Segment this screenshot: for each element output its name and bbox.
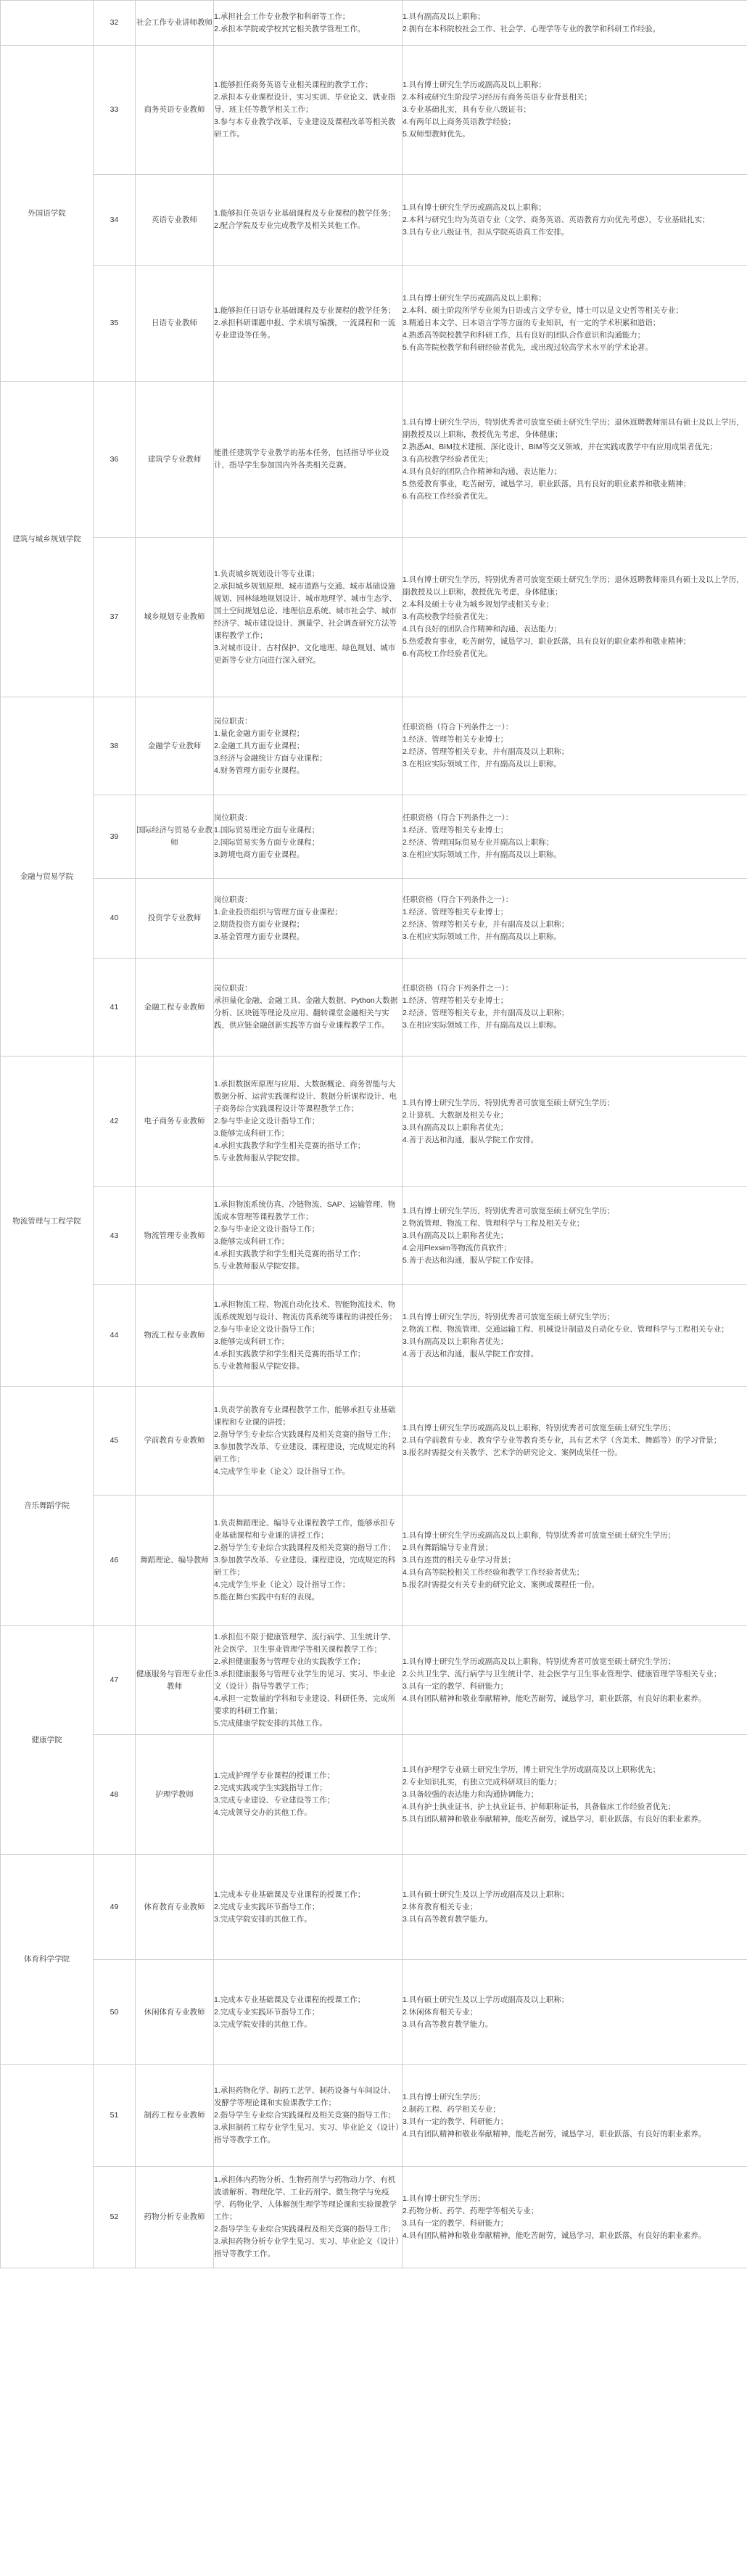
duty-line: 2.指导学生专业综合实践课程及相关竞赛的指导工作； bbox=[214, 2225, 396, 2234]
requirement-line: 3.有高校教学经验者优先； bbox=[403, 454, 493, 464]
college-cell bbox=[1, 1, 94, 46]
duties-cell bbox=[214, 697, 403, 795]
requirement-line: 1.具有博士研究生学历或副高及以上职称； bbox=[403, 202, 546, 212]
position-number: 36 bbox=[94, 382, 136, 538]
table-row bbox=[1, 538, 747, 697]
duty-line: 1.能够担任日语专业基础课程及专业课程的教学任务； bbox=[214, 306, 396, 315]
requirement-line: 4.熟悉高等院校教学和科研工作，具有良好的团队合作意识和沟通能力； bbox=[403, 331, 645, 340]
duties-cell bbox=[214, 175, 403, 266]
requirement-line: 5.热爱教育事业，吃苦耐劳，诚恳学习，职业跃落，具有良好的职业素养和敬业精神； bbox=[403, 637, 691, 646]
requirement-line: 2.制药工程、药学相关专业； bbox=[403, 2104, 500, 2114]
position-number: 40 bbox=[94, 879, 136, 959]
requirement-line: 4.具有高等院校相关工作经验和教学工作经验者优先； bbox=[403, 1568, 585, 1577]
duty-line: 3.能够完成科研工作； bbox=[214, 1337, 289, 1346]
table-row bbox=[1, 795, 747, 879]
requirement-line: 3.专业基础扎实，具有专业八级证书； bbox=[403, 105, 531, 114]
duties-cell bbox=[214, 959, 403, 1057]
requirement-line: 5.报名时需提交有关专业的研究论文、案例或课程任一份。 bbox=[403, 1580, 600, 1589]
duty-line: 5.专业教师服从学院安排。 bbox=[214, 1154, 305, 1162]
requirement-line: 2.本科或研究生阶段学习经历有商务英语专业背景相关； bbox=[403, 93, 592, 102]
duty-line: 4.承担实践教学和学生相关竞赛的指导工作； bbox=[214, 1141, 366, 1150]
duty-line: 3.完成学院安排的其他工作。 bbox=[214, 1914, 312, 1924]
duty-line: 1.承担但不限于健康管理学、流行病学、卫生统计学、社会医学、卫生事业管理学等相关课程教学工作； bbox=[214, 1632, 396, 1654]
requirements-cell bbox=[403, 1387, 747, 1496]
position-number: 48 bbox=[94, 1735, 136, 1855]
position-number: 35 bbox=[94, 266, 136, 382]
college-cell: 外国语学院 bbox=[1, 46, 94, 382]
requirement-line: 2.经济、管理等相关专业，并有副高及以上职称； bbox=[403, 1009, 569, 1017]
duties-cell bbox=[214, 1626, 403, 1735]
duties-cell bbox=[214, 1057, 403, 1187]
duty-line: 2.完成专业实践环节指导工作； bbox=[214, 2007, 320, 2017]
duty-line: 2.承担城乡规划原理、城市道路与交通、城市基础设施规划、园林绿地规划设计、城市地理学、城市生态学、国土空间规划总论、地理信息系统、城市社会学、城市经济学、城市建设设计、测量学、社会调查研究方法等课程教学工作； bbox=[214, 581, 397, 640]
duty-line: 2.承担本学院或学校其它相关教学管理工作。 bbox=[214, 24, 366, 33]
position-title: 英语专业教师 bbox=[136, 175, 214, 266]
table-row bbox=[1, 382, 747, 538]
duty-line: 5.完成健康学院安排的其他工作。 bbox=[214, 1718, 327, 1728]
requirement-line: 2.体育教育相关专业； bbox=[403, 1902, 478, 1911]
requirement-line: 1.经济、管理等相关专业博士； bbox=[403, 907, 508, 916]
requirement-line: 1.具有副高及以上职称； bbox=[403, 12, 485, 21]
duty-line: 3.基金管理方面专业课程。 bbox=[214, 932, 305, 941]
requirements-cell bbox=[403, 1626, 747, 1735]
duty-line: 岗位职责： bbox=[214, 716, 252, 726]
requirement-line: 6.有高校工作经验者优先。 bbox=[403, 649, 493, 658]
requirement-line: 5.善于表达和沟通，服从学院工作安排。 bbox=[403, 1255, 539, 1265]
position-title: 社会工作专业讲师教师 bbox=[136, 1, 214, 46]
duty-line: 3.完成学院安排的其他工作。 bbox=[214, 2019, 312, 2029]
requirement-line: 1.具有博士研究生学历，特别优秀者可放宽至硕士研究生学历；退休返聘教师需具有硕士及以上学历，副教授及以上职称，教授优先考虑，身体健康； bbox=[403, 575, 744, 596]
duties-cell bbox=[214, 1960, 403, 2065]
duties-cell bbox=[214, 1285, 403, 1387]
duties-cell bbox=[214, 46, 403, 175]
duty-line: 2.国际贸易实务方面专业课程； bbox=[214, 838, 320, 847]
position-title: 健康服务与管理专业任教师 bbox=[136, 1626, 214, 1735]
duties-cell bbox=[214, 266, 403, 382]
duty-line: 1.企业投资组织与管理方面专业课程； bbox=[214, 907, 342, 916]
requirement-line: 1.具有博士研究生学历； bbox=[403, 2194, 485, 2203]
position-number: 52 bbox=[94, 2167, 136, 2268]
duty-line: 2.金融工具方面专业课程； bbox=[214, 741, 305, 750]
requirements-cell bbox=[403, 382, 747, 538]
requirement-line: 1.具有博士研究生学历或副高及以上职称，特别优秀者可放宽至硕士研究生学历； bbox=[403, 1657, 676, 1666]
position-number: 37 bbox=[94, 538, 136, 697]
position-title: 城乡规划专业教师 bbox=[136, 538, 214, 697]
requirements-cell bbox=[403, 1960, 747, 2065]
position-title: 护理学教师 bbox=[136, 1735, 214, 1855]
duty-line: 2.承担科研课题申报、学术填写编撰，一流课程和一流专业建设等任务。 bbox=[214, 319, 396, 340]
requirement-line: 5.具有团队精神和敬业奉献精神，能吃苦耐劳，诚恳学习，职业跃落，有良好的职业素养。 bbox=[403, 1814, 706, 1824]
duty-line: 2.指导学生专业综合实践课程及相关竞赛的指导工作； bbox=[214, 2111, 396, 2120]
duties-cell bbox=[214, 1496, 403, 1626]
table-row bbox=[1, 266, 747, 382]
duty-line: 5.专业教师服从学院安排。 bbox=[214, 1361, 305, 1371]
position-title: 金融工程专业教师 bbox=[136, 959, 214, 1057]
requirements-cell bbox=[403, 1, 747, 46]
requirement-line: 1.具有博士研究生学历或副高及以上职称； bbox=[403, 294, 546, 303]
position-number: 34 bbox=[94, 175, 136, 266]
requirements-cell bbox=[403, 1855, 747, 1960]
duty-line: 4.承担实践教学和学生相关竞赛的指导工作； bbox=[214, 1250, 366, 1258]
requirement-line: 2.经济、管理等相关专业，并有副高及以上职称； bbox=[403, 919, 569, 929]
college-cell: 物流管理与工程学院 bbox=[1, 1057, 94, 1387]
requirement-line: 任职资格（符合下列条件之一）： bbox=[403, 895, 513, 904]
table-row bbox=[1, 2065, 747, 2167]
requirement-line: 2.药物分析、药学、药理学等相关专业； bbox=[403, 2206, 539, 2215]
requirement-line: 2.专业知识扎实，有独立完成科研项目的能力； bbox=[403, 1777, 561, 1787]
duty-line: 2.承担健康服务与管理专业的实践教学工作； bbox=[214, 1657, 366, 1666]
requirement-line: 5.双师型教师优先。 bbox=[403, 130, 470, 139]
requirement-line: 3.精通日本文学、日本语言学等方面的专业知识，有一定的学术积累和造诣； bbox=[403, 319, 661, 327]
requirements-cell bbox=[403, 1496, 747, 1626]
position-number: 39 bbox=[94, 795, 136, 879]
requirement-line: 5.有高等院校教学和科研经验者优先，或出现过较高学术水平的学术论著。 bbox=[403, 343, 653, 352]
duty-line: 4.财务管理方面专业课程。 bbox=[214, 766, 305, 775]
requirement-line: 2.本科、硕士阶段所学专业须为日语或言文学专业，博士可以是文史哲等相关专业； bbox=[403, 306, 683, 315]
position-title: 物流管理专业教师 bbox=[136, 1187, 214, 1285]
requirement-line: 1.具有博士研究生学历，特别优秀者可放宽至硕士研究生学历； bbox=[403, 1206, 615, 1215]
table-row bbox=[1, 1387, 747, 1496]
position-title: 体育教育专业教师 bbox=[136, 1855, 214, 1960]
duty-line: 1.完成本专业基础课及专业课程的授课工作； bbox=[214, 1995, 366, 2004]
duty-line: 3.承担健康服务与管理专业学生的见习、实习、毕业论文（设计）指导等教学工作； bbox=[214, 1669, 396, 1691]
duty-line: 1.完成护理学专业课程的授课工作； bbox=[214, 1771, 335, 1780]
requirements-cell bbox=[403, 1285, 747, 1387]
requirement-line: 4.善于表达和沟通，服从学院工作安排。 bbox=[403, 1135, 539, 1144]
duty-line: 4.完成学生毕业（论文）设计指导工作； bbox=[214, 1580, 350, 1589]
requirement-line: 4.具有良好的团队合作精神和沟通、表达能力； bbox=[403, 467, 561, 476]
requirement-line: 4.具有团队精神和敬业奉献精神，能吃苦耐劳，诚恳学习，职业跃落，有良好的职业素养。 bbox=[403, 1694, 706, 1703]
duty-line: 3.承担制药工程专业学生见习、实习、毕业论文（设计）指导等教学工作。 bbox=[214, 2123, 400, 2144]
position-title: 金融学专业教师 bbox=[136, 697, 214, 795]
position-title: 投资学专业教师 bbox=[136, 879, 214, 959]
duty-line: 2.参与毕业论文设计指导工作； bbox=[214, 1225, 320, 1234]
duty-line: 3.能够完成科研工作； bbox=[214, 1129, 289, 1138]
requirement-line: 2.经济、管理国际贸易专业并副高以上职称； bbox=[403, 838, 554, 847]
duty-line: 岗位职责： bbox=[214, 813, 252, 822]
requirement-line: 6.有高校工作经验者优先。 bbox=[403, 491, 493, 501]
position-title: 学前教育专业教师 bbox=[136, 1387, 214, 1496]
requirement-line: 1.具有博士研究生学历，特别优秀者可放宽至硕士研究生学历； bbox=[403, 1312, 615, 1321]
duty-line: 1.承担药物化学、制药工艺学、制药设备与车间设计、发酵学等理论课和实验课教学工作； bbox=[214, 2086, 396, 2107]
position-title: 物流工程专业教师 bbox=[136, 1285, 214, 1387]
requirement-line: 5.热爱教育事业，吃苦耐劳，诚恳学习，职业跃落，具有良好的职业素养和敬业精神； bbox=[403, 479, 691, 488]
duty-line: 2.指导学生专业综合实践课程及相关竞赛的指导工作； bbox=[214, 1543, 396, 1552]
requirement-line: 1.具有护理学专业硕士研究生学历，博士研究生学历或副高及以上职称优先； bbox=[403, 1765, 661, 1774]
duty-line: 4.完成领导交办的其他工作。 bbox=[214, 1808, 312, 1817]
college-cell: 音乐舞蹈学院 bbox=[1, 1387, 94, 1626]
requirements-cell bbox=[403, 697, 747, 795]
duty-line: 4.承担实践教学和学生相关竞赛的指导工作； bbox=[214, 1349, 366, 1358]
duty-line: 1.能够担任商务英语专业相关课程的教学工作； bbox=[214, 81, 373, 89]
college-cell: 健康学院 bbox=[1, 1626, 94, 1855]
requirement-line: 3.具有高等教育教学能力。 bbox=[403, 2019, 493, 2029]
position-number: 33 bbox=[94, 46, 136, 175]
table-row bbox=[1, 1, 747, 46]
requirement-line: 4.有两年以上商务英语教学经验； bbox=[403, 118, 516, 126]
requirement-line: 3.具备较强的表达能力和沟通协调能力； bbox=[403, 1789, 539, 1799]
table-row bbox=[1, 697, 747, 795]
position-title: 电子商务专业教师 bbox=[136, 1057, 214, 1187]
requirement-line: 3.在相应实际领域工作，并有副高及以上职称。 bbox=[403, 760, 561, 768]
table-row bbox=[1, 175, 747, 266]
requirement-line: 3.具有高等教育教学能力。 bbox=[403, 1914, 493, 1924]
duty-line: 2.承担本专业课程设计、实习实训、毕业论文、就业指导、班主任等教学相关工作； bbox=[214, 93, 396, 114]
requirements-cell bbox=[403, 1735, 747, 1855]
requirement-line: 2.公共卫生学、流行病学与卫生统计学、社会医学与卫生事业管理学、健康管理学等相关专业； bbox=[403, 1669, 722, 1678]
position-title: 商务英语专业教师 bbox=[136, 46, 214, 175]
table-row bbox=[1, 1626, 747, 1735]
position-number: 47 bbox=[94, 1626, 136, 1735]
table-row bbox=[1, 1187, 747, 1285]
requirement-line: 3.具有副高及以上职称者优先； bbox=[403, 1123, 508, 1132]
requirements-cell bbox=[403, 1187, 747, 1285]
requirement-line: 任职资格（符合下列条件之一）： bbox=[403, 723, 513, 731]
duties-cell bbox=[214, 1187, 403, 1285]
requirement-line: 2.具有学前教育专业、教育学专业等教育类专业，具有艺术学（含美术、舞蹈等）的学习背景； bbox=[403, 1436, 722, 1445]
requirement-line: 2.计算机、大数据及相关专业； bbox=[403, 1110, 508, 1120]
requirement-line: 3.具有副高及以上职称者优先； bbox=[403, 1231, 508, 1240]
requirements-cell bbox=[403, 46, 747, 175]
duty-line: 3.参加教学改革、专业建设、课程建设，完成规定的科研工作； bbox=[214, 1556, 396, 1577]
position-number: 46 bbox=[94, 1496, 136, 1626]
duty-line: 1.完成本专业基础课及专业课程的授课工作； bbox=[214, 1890, 366, 1899]
requirement-line: 4.具有良好的团队合作精神和沟通、表达能力； bbox=[403, 625, 561, 633]
college-cell bbox=[1, 2065, 94, 2268]
requirement-line: 任职资格（符合下列条件之一）： bbox=[403, 813, 513, 822]
position-title: 国际经济与贸易专业教师 bbox=[136, 795, 214, 879]
college-cell: 金融与贸易学院 bbox=[1, 697, 94, 1057]
requirements-cell bbox=[403, 538, 747, 697]
requirement-line: 3.具有专业八级证书，担从学院英语真工作安排。 bbox=[403, 227, 569, 237]
requirement-line: 3.具有连贯的相关专业学习背景； bbox=[403, 1556, 516, 1564]
table-row bbox=[1, 1496, 747, 1626]
requirement-line: 1.具有博士研究生学历或副高及以上职称，特别优秀者可放宽至硕士研究生学历； bbox=[403, 1424, 676, 1432]
duty-line: 1.承担物流系统仿真、冷链物流、SAP、运输管理、物流成本管理等课程教学工作； bbox=[214, 1200, 396, 1221]
duties-cell bbox=[214, 1387, 403, 1496]
requirements-cell bbox=[403, 175, 747, 266]
duty-line: 1.负责舞蹈理论、编导专业课程教学工作，能够承担专业基础课程和专业课的讲授工作； bbox=[214, 1519, 396, 1540]
duties-cell bbox=[214, 1735, 403, 1855]
duties-cell bbox=[214, 2065, 403, 2167]
requirement-line: 1.具有博士研究生学历或副高及以上职称，特别优秀者可放宽至硕士研究生学历； bbox=[403, 1531, 676, 1540]
duties-cell bbox=[214, 879, 403, 959]
requirement-line: 2.拥有在本科院校社会工作、社会学、心理学等专业的教学和科研工作经验。 bbox=[403, 24, 661, 33]
position-title: 舞蹈理论、编导教师 bbox=[136, 1496, 214, 1626]
duty-line: 1.承担物流工程、物流自动化技术、智能物流技术、物流系统规划与设计、物流仿真系统等课程的讲授任务； bbox=[214, 1300, 397, 1321]
requirements-cell bbox=[403, 2167, 747, 2268]
position-number: 32 bbox=[94, 1, 136, 46]
duty-line: 1.国际贸易理论方面专业课程； bbox=[214, 826, 320, 834]
duties-cell bbox=[214, 2167, 403, 2268]
duty-line: 1.承担社会工作专业教学和科研等工作； bbox=[214, 12, 350, 21]
duty-line: 2.完成专业实践环节指导工作； bbox=[214, 1902, 320, 1911]
position-number: 41 bbox=[94, 959, 136, 1057]
requirements-cell bbox=[403, 959, 747, 1057]
duty-line: 3.对城市设计、古村保护、文化地理、绿色规划、城市更新等专业方向进行深入研究。 bbox=[214, 643, 396, 665]
duty-line: 3.参加教学改革、专业建设、课程建设，完成规定的科研工作； bbox=[214, 1442, 396, 1464]
duty-line: 4.完成学生毕业（论文）设计指导工作。 bbox=[214, 1467, 350, 1476]
requirement-line: 1.经济、管理等相关专业博士； bbox=[403, 996, 508, 1005]
requirement-line: 4.具有团队精神和敬业奉献精神，能吃苦耐劳，诚恳学习，职业跃落，有良好的职业素养。 bbox=[403, 2129, 706, 2138]
requirement-line: 3.有高校教学经验者优先； bbox=[403, 612, 493, 621]
duty-line: 1.承担数据库原理与应用、大数据概论、商务智能与大数据分析、运营实践课程设计、数据分析课程设计、电子商务综合实践课程设计等课程教学工作； bbox=[214, 1080, 397, 1113]
position-title: 日语专业教师 bbox=[136, 266, 214, 382]
requirement-line: 3.具有一定的教学、科研能力； bbox=[403, 2117, 508, 2126]
requirement-line: 1.具有博士研究生学历，特别优秀者可放宽至硕士研究生学历； bbox=[403, 1098, 615, 1107]
requirement-line: 2.具有舞蹈编导专业背景； bbox=[403, 1543, 493, 1552]
position-title: 制药工程专业教师 bbox=[136, 2065, 214, 2167]
table-row bbox=[1, 1855, 747, 1960]
duty-line: 2.参与毕业论文设计指导工作； bbox=[214, 1324, 320, 1334]
requirement-line: 4.具有护士执业证书、护士执业证书、护师职称证书，具备临床工作经验者优先； bbox=[403, 1802, 676, 1811]
table-row bbox=[1, 1285, 747, 1387]
duties-cell bbox=[214, 795, 403, 879]
position-number: 43 bbox=[94, 1187, 136, 1285]
position-number: 50 bbox=[94, 1960, 136, 2065]
requirement-line: 1.具有硕士研究生及以上学历或副高及以上职称； bbox=[403, 1995, 569, 2004]
duty-line: 4.承担一定数量的学科和专业建设、科研任务，完成所要求的科研工作量； bbox=[214, 1694, 396, 1715]
college-cell: 体育科学学院 bbox=[1, 1855, 94, 2065]
duty-line: 5.能在舞台实践中有好的表现。 bbox=[214, 1593, 320, 1601]
requirement-line: 3.具有一定的教学、科研能力； bbox=[403, 2218, 508, 2228]
requirement-line: 2.经济、管理等相关专业，并有副高及以上职称； bbox=[403, 747, 569, 756]
table-row bbox=[1, 46, 747, 175]
duty-line: 2.指导学生专业综合实践课程及相关竞赛的指导工作； bbox=[214, 1429, 396, 1439]
requirement-line: 3.具有副高及以上职称者优先； bbox=[403, 1337, 508, 1346]
duty-line: 1.量化金融方面专业课程； bbox=[214, 729, 305, 738]
duties-cell bbox=[214, 1, 403, 46]
position-title: 休闲体育专业教师 bbox=[136, 1960, 214, 2065]
duty-line: 2.完成实践或学生实践指导工作； bbox=[214, 1784, 327, 1792]
requirements-cell bbox=[403, 1057, 747, 1187]
requirement-line: 3.报名时需提交有关教学、艺术学的研究论文、案例成果任一份。 bbox=[403, 1448, 622, 1457]
position-title: 建筑学专业教师 bbox=[136, 382, 214, 538]
requirement-line: 1.具有博士研究生学历或副高及以上职称； bbox=[403, 81, 546, 89]
duty-line: 承担量化金融、金融工具、金融大数据、Python大数据分析、区块链等理论及应用、翻转课堂金融相关与实践，供应链金融创新实践等方面专业课程教学工作。 bbox=[214, 996, 398, 1030]
requirement-line: 4.善于表达和沟通，服从学院工作安排。 bbox=[403, 1349, 539, 1358]
requirement-line: 2.本科与研究生均为英语专业（文学、商务英语、英语教育方向优先考虑），专业基础扎实； bbox=[403, 215, 710, 224]
duty-line: 3.能够完成科研工作； bbox=[214, 1237, 289, 1246]
requirement-line: 3.在相应实际领域工作，并有副高及以上职称。 bbox=[403, 850, 561, 859]
duty-line: 1.能够担任英语专业基础课程及专业课程的教学任务； bbox=[214, 209, 396, 218]
duties-cell bbox=[214, 1855, 403, 1960]
duty-line: 岗位职责： bbox=[214, 984, 252, 993]
position-number: 45 bbox=[94, 1387, 136, 1496]
duty-line: 2.期货投资方面专业课程； bbox=[214, 919, 305, 929]
requirement-line: 1.具有博士研究生学历； bbox=[403, 2092, 485, 2101]
duties-cell bbox=[214, 382, 403, 538]
requirements-cell bbox=[403, 266, 747, 382]
position-number: 38 bbox=[94, 697, 136, 795]
requirement-line: 1.具有硕士研究生及以上学历或副高及以上职称； bbox=[403, 1890, 569, 1899]
table-row bbox=[1, 959, 747, 1057]
position-title: 药物分析专业教师 bbox=[136, 2167, 214, 2268]
duty-line: 3.参与本专业教学改革、专业建设及课程改革等相关教研工作。 bbox=[214, 118, 396, 139]
requirement-line: 4.会用Flexsim等物流仿真软件； bbox=[403, 1243, 511, 1252]
duty-line: 3.经济与金融统计方面专业课程； bbox=[214, 753, 327, 763]
college-cell: 建筑与城乡规划学院 bbox=[1, 382, 94, 697]
duty-line: 3.完成专业建设、专业建设等工作； bbox=[214, 1796, 335, 1805]
requirement-line: 2.本科及硕士专业为城乡规划学或相关专业； bbox=[403, 600, 554, 609]
duty-line: 5.专业教师服从学院安排。 bbox=[214, 1262, 305, 1271]
requirement-line: 2.熟悉AI、BIM技术建模、深化设计、BIM等交叉领域，并在实践或教学中有应用成果者优先； bbox=[403, 442, 718, 451]
table-row bbox=[1, 1735, 747, 1855]
requirement-line: 3.具有一定的教学、科研能力； bbox=[403, 1681, 508, 1691]
duties-cell bbox=[214, 538, 403, 697]
requirements-cell bbox=[403, 795, 747, 879]
duty-line: 能胜任建筑学专业教学的基本任务，包括指导毕业设计，指导学生参加国内外各类相关竞赛。 bbox=[214, 448, 389, 469]
requirement-line: 任职资格（符合下列条件之一）： bbox=[403, 984, 513, 993]
duty-line: 1.负责城乡规划设计等专业课； bbox=[214, 569, 320, 578]
requirement-line: 3.在相应实际领域工作，并有副高及以上职称。 bbox=[403, 1021, 561, 1030]
table-row bbox=[1, 1960, 747, 2065]
position-number: 51 bbox=[94, 2065, 136, 2167]
duty-line: 3.承担药物分析专业学生见习、实习、毕业论文（设计）指导等教学工作。 bbox=[214, 2237, 400, 2258]
requirement-line: 2.物流工程、物流管理、交通运输工程、机械设计制造及自动化专业、管理科学与工程相关专业； bbox=[403, 1324, 729, 1334]
table-row bbox=[1, 1057, 747, 1187]
requirement-line: 1.经济、管理等相关专业博士； bbox=[403, 826, 508, 834]
position-number: 44 bbox=[94, 1285, 136, 1387]
requirement-line: 2.休闲体育相关专业； bbox=[403, 2007, 478, 2017]
duty-line: 1.承担体内药物分析、生物药剂学与药物动力学、有机波谱解析、物理化学、工业药剂学、微生物学与免疫学、药物化学、人体解剖生理学等理论课和实验课教学工作； bbox=[214, 2175, 397, 2221]
requirement-line: 3.在相应实际领域工作，并有副高及以上职称。 bbox=[403, 932, 561, 941]
duty-line: 1.负责学前教育专业课程教学工作，能够承担专业基础课程和专业课的讲授； bbox=[214, 1405, 396, 1427]
duty-line: 2.配合学院及专业完成教学及相关其他工作。 bbox=[214, 221, 366, 230]
position-number: 49 bbox=[94, 1855, 136, 1960]
requirement-line: 2.物流管理、物流工程、管理科学与工程及相关专业； bbox=[403, 1218, 585, 1228]
requirements-cell bbox=[403, 879, 747, 959]
duty-line: 2.参与毕业论文设计指导工作； bbox=[214, 1117, 320, 1125]
position-number: 42 bbox=[94, 1057, 136, 1187]
requirement-line: 1.经济、管理等相关专业博士； bbox=[403, 735, 508, 744]
requirement-line: 1.具有博士研究生学历，特别优秀者可放宽至硕士研究生学历；退休返聘教师需具有硕士及以上学历，副教授及以上职称，教授优先考虑，身体健康； bbox=[403, 417, 744, 439]
requirement-line: 4.具有团队精神和敬业奉献精神，能吃苦耐劳，诚恳学习，职业跃落，有良好的职业素养。 bbox=[403, 2231, 706, 2240]
duty-line: 岗位职责： bbox=[214, 895, 252, 904]
table-row bbox=[1, 879, 747, 959]
requirements-cell bbox=[403, 2065, 747, 2167]
table-row bbox=[1, 2167, 747, 2268]
duty-line: 3.跨境电商方面专业课程。 bbox=[214, 850, 305, 859]
